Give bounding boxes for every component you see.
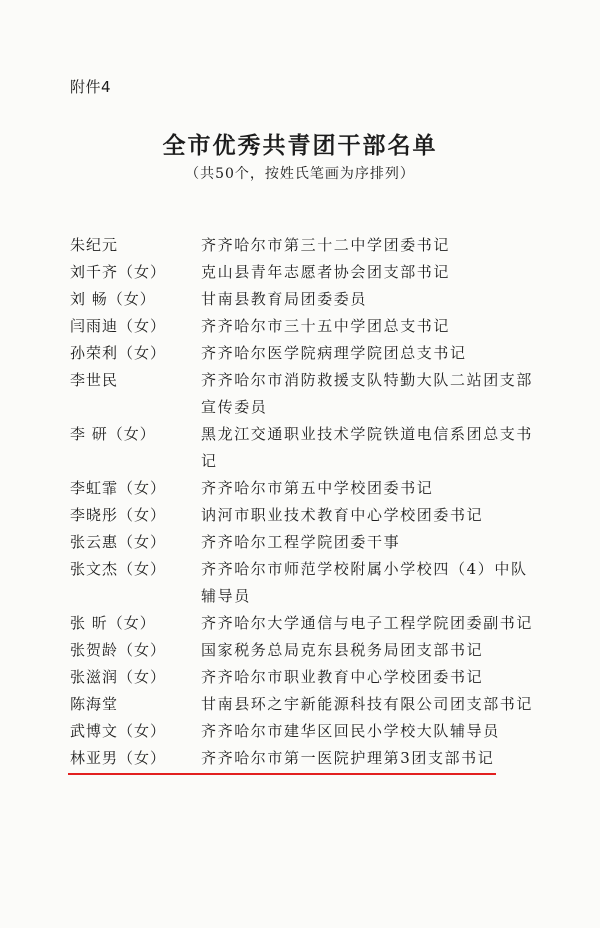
entry-name: 张云惠（女） <box>70 533 167 551</box>
list-item-highlighted <box>70 745 540 772</box>
entry-org: 齐齐哈尔医学院病理学院团总支书记 <box>201 344 467 362</box>
entry-name: 刘 畅（女） <box>70 290 156 308</box>
entry-name: 朱纪元 <box>70 236 119 254</box>
list-item <box>70 232 540 259</box>
entry-org: 齐齐哈尔市师范学校附属小学校四（4）中队辅导员 <box>201 560 528 605</box>
entry-org: 齐齐哈尔市职业教育中心学校团委书记 <box>201 668 484 686</box>
entry-name: 张 昕（女） <box>70 614 156 632</box>
entry-name: 孙荣利（女） <box>70 344 167 362</box>
entry-org: 齐齐哈尔市第一医院护理第3团支部书记 <box>201 749 495 767</box>
entry-name: 李晓彤（女） <box>70 506 167 524</box>
list-item <box>70 421 540 475</box>
entry-name: 张贺龄（女） <box>70 641 167 659</box>
red-underline-highlight <box>68 773 496 775</box>
attachment-label: 附件4 <box>70 78 112 96</box>
entry-name: 李世民 <box>70 371 119 389</box>
entry-name: 陈海堂 <box>70 695 119 713</box>
list-item <box>70 475 540 502</box>
entry-name: 林亚男（女） <box>70 749 167 767</box>
entry-org: 齐齐哈尔工程学院团委干事 <box>201 533 401 551</box>
entry-org: 甘南县教育局团委委员 <box>201 290 368 308</box>
document-subtitle: （共50个，按姓氏笔画为序排列） <box>185 166 415 182</box>
list-item <box>70 556 540 610</box>
entry-org: 齐齐哈尔市第五中学校团委书记 <box>201 479 434 497</box>
entry-name: 闫雨迪（女） <box>70 317 167 335</box>
entry-name: 武博文（女） <box>70 722 167 740</box>
document-title: 全市优秀共青团干部名单 <box>162 133 438 159</box>
list-item <box>70 367 540 421</box>
list-item <box>70 259 540 286</box>
entry-org: 齐齐哈尔市建华区回民小学校大队辅导员 <box>201 722 500 740</box>
entry-name: 张文杰（女） <box>70 560 167 578</box>
entry-org: 齐齐哈尔市第三十二中学团委书记 <box>201 236 451 254</box>
list-item <box>70 718 540 745</box>
entry-name: 李 研（女） <box>70 425 156 443</box>
entry-org: 齐齐哈尔大学通信与电子工程学院团委副书记 <box>201 614 534 632</box>
entry-name: 李虹霏（女） <box>70 479 167 497</box>
entry-org: 齐齐哈尔市消防救援支队特勤大队二站团支部宣传委员 <box>201 371 534 416</box>
list-item <box>70 340 540 367</box>
list-item <box>70 502 540 529</box>
list-item <box>70 664 540 691</box>
entry-org: 国家税务总局克东县税务局团支部书记 <box>201 641 484 659</box>
entry-org: 甘南县环之宇新能源科技有限公司团支部书记 <box>201 695 534 713</box>
entry-name: 张滋润（女） <box>70 668 167 686</box>
list-item <box>70 637 540 664</box>
list-item <box>70 691 540 718</box>
entry-org: 齐齐哈尔市三十五中学团总支书记 <box>201 317 451 335</box>
entry-name: 刘千齐（女） <box>70 263 167 281</box>
list-item <box>70 529 540 556</box>
entry-org: 讷河市职业技术教育中心学校团委书记 <box>201 506 484 524</box>
entry-org: 黑龙江交通职业技术学院铁道电信系团总支书记 <box>201 425 534 470</box>
list-item <box>70 286 540 313</box>
list-item <box>70 610 540 637</box>
cadre-list <box>70 232 540 772</box>
list-item <box>70 313 540 340</box>
entry-org: 克山县青年志愿者协会团支部书记 <box>201 263 451 281</box>
